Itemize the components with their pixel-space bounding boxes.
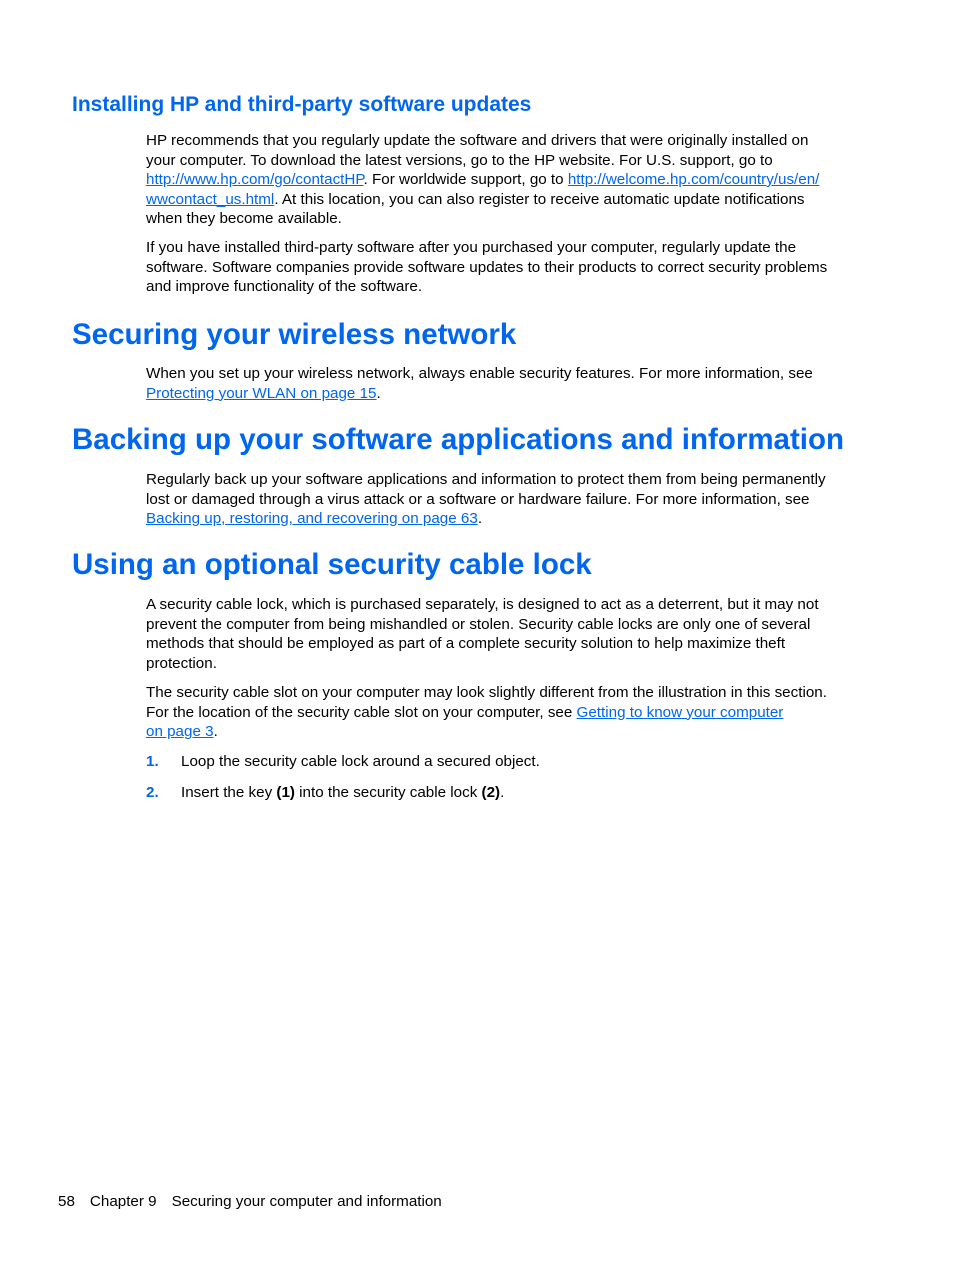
text-line — [146, 170, 876, 190]
text-fragment: . — [500, 784, 505, 801]
text-fragment: For the location of the security cable slot on your computer, see — [146, 703, 577, 721]
paragraph-hp-recommends — [146, 131, 876, 229]
text-fragment: . — [477, 510, 483, 527]
text-fragment: . At this location, you can also register to receive automatic update notifications — [274, 190, 805, 208]
bold-callout: (1) — [276, 784, 295, 801]
link-welcome-hp-a[interactable]: http://welcome.hp.com/country/us/en/ — [567, 171, 820, 188]
text-line: protection. — [146, 654, 217, 672]
text-fragment: Insert the key — [181, 784, 277, 801]
heading-installing-updates: Installing HP and third-party software updates — [72, 93, 532, 116]
text-line: When you set up your wireless network, always enable security features. For more information, see — [146, 365, 813, 382]
text-line: software. Software companies provide software updates to their products to correct security problems — [146, 258, 828, 276]
heading-backing-up: Backing up your software applications and information — [72, 423, 845, 456]
text-line: The security cable slot on your computer may look slightly different from the illustration in this section. — [146, 684, 827, 701]
link-backing-up-restoring[interactable]: Backing up, restoring, and recovering on page 63 — [146, 510, 478, 527]
step-text — [181, 783, 504, 803]
step-text: Loop the security cable lock around a secured object. — [181, 753, 540, 770]
page-number: 58 — [58, 1193, 75, 1210]
heading-securing-wireless: Securing your wireless network — [72, 318, 517, 351]
text-line: methods that should be employed as part of a complete security solution to help maximize theft — [146, 635, 786, 652]
paragraph-cable-lock-intro — [146, 595, 876, 673]
paragraph-backup — [146, 470, 876, 529]
paragraph-third-party — [146, 238, 876, 297]
page-footer — [58, 1192, 457, 1212]
text-fragment: . For worldwide support, go to — [363, 171, 568, 188]
text-line: A security cable lock, which is purchased separately, is designed to act as a deterrent, but it may not — [146, 596, 819, 613]
text-fragment: . — [213, 723, 218, 740]
text-line: Regularly back up your software applications and information to protect them from being permanently — [146, 471, 826, 488]
text-line: lost or damaged through a virus attack or a software or hardware failure. For more information, see — [146, 490, 810, 508]
bold-callout: (2) — [481, 784, 501, 801]
link-protecting-wlan[interactable]: Protecting your WLAN on page 15 — [146, 384, 377, 402]
text-fragment: into the security cable lock — [294, 784, 482, 801]
text-line: HP recommends that you regularly update the software and drivers that were originally installed on — [146, 132, 809, 149]
text-line — [146, 190, 876, 210]
link-hp-contact[interactable]: http://www.hp.com/go/contactHP — [146, 171, 364, 188]
chapter-title: Securing your computer and information — [171, 1193, 442, 1210]
text-line — [146, 509, 876, 529]
text-line: your computer. To download the latest versions, go to the HP website. For U.S. support, go to — [146, 151, 773, 169]
text-line — [146, 703, 876, 723]
link-getting-to-know-a[interactable]: Getting to know your computer — [576, 703, 784, 721]
heading-security-cable-lock: Using an optional security cable lock — [72, 548, 592, 581]
text-line: prevent the computer from being mishandled or stolen. Security cable locks are only one of several — [146, 615, 811, 633]
step-number: 1. — [146, 753, 159, 770]
paragraph-wireless — [146, 364, 876, 403]
text-line — [146, 384, 876, 404]
link-getting-to-know-b[interactable]: on page 3 — [146, 723, 214, 740]
step-number: 2. — [146, 784, 159, 801]
text-line — [146, 722, 876, 742]
text-line: when they become available. — [146, 210, 342, 227]
chapter-label: Chapter 9 — [89, 1193, 157, 1210]
paragraph-cable-slot — [146, 683, 876, 742]
text-line: If you have installed third-party software after you purchased your computer, regularly update the — [146, 239, 797, 256]
link-welcome-hp-b[interactable]: wwcontact_us.html — [146, 190, 275, 208]
text-fragment: . — [376, 384, 381, 402]
text-line: and improve functionality of the software. — [146, 278, 423, 295]
